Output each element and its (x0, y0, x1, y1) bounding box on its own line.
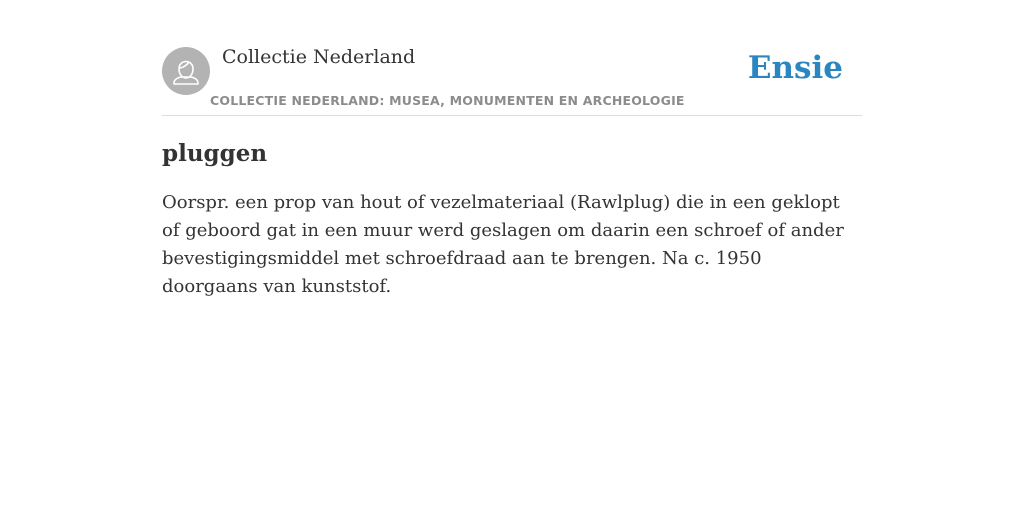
ensie-logo-link[interactable]: Ensie (747, 50, 843, 86)
author-organization: COLLECTIE NEDERLAND: MUSEA, MONUMENTEN EN ARCHEOLOGIE (210, 93, 685, 108)
entry-card (162, 40, 862, 319)
avatar[interactable] (162, 47, 210, 95)
user-silhouette-icon (162, 47, 210, 95)
entry-term: pluggen (162, 140, 268, 167)
entry-definition: Oorspr. een prop van hout of vezelmateriaal (Rawlplug) die in een geklopt of geboord gat in een muur werd geslagen om daarin een schroef of ander bevestigingsmiddel met schroefdraad aan te brengen. Na c. 1950 doorgaans van kunststof. (162, 192, 844, 297)
author-name[interactable]: Collectie Nederland (222, 46, 416, 68)
entry-header (162, 40, 862, 116)
